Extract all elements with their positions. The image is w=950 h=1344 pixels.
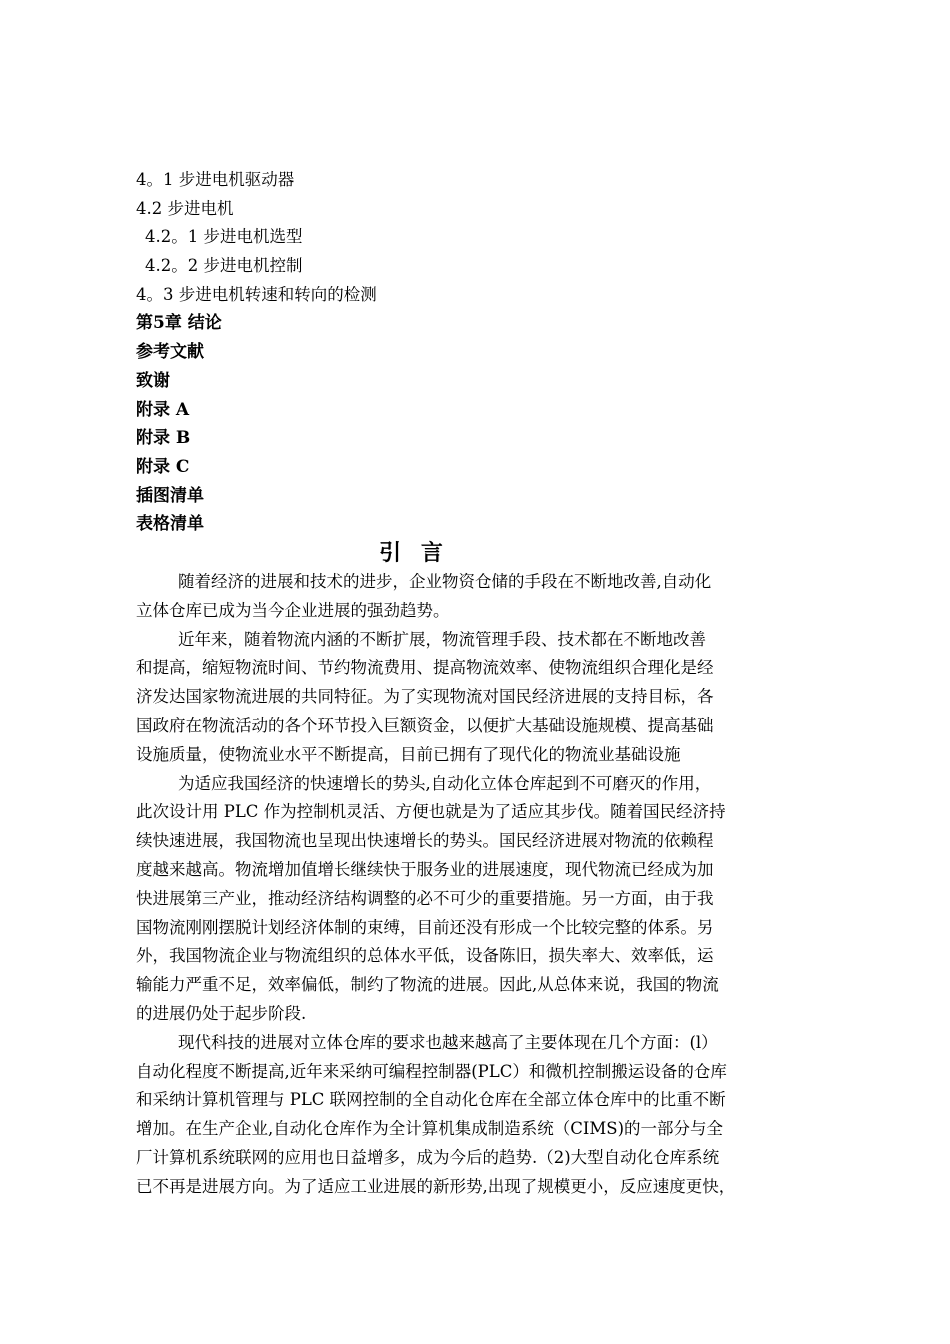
toc-entry: 参考文献 bbox=[136, 342, 204, 363]
toc-entry: 附录 B bbox=[136, 428, 191, 449]
body-paragraph bbox=[136, 626, 822, 770]
paragraph-line: 续快速进展，我国物流也呈现出快速增长的势头。国民经济进展对物流的依赖程 bbox=[136, 831, 714, 851]
toc-entry: 表格清单 bbox=[136, 514, 204, 535]
paragraph-line: 外，我国物流企业与物流组织的总体水平低，设备陈旧，损失率大、效率低，运 bbox=[136, 946, 714, 966]
paragraph-line: 随着经济的进展和技术的进步，企业物资仓储的手段在不断地改善,自动化 bbox=[136, 572, 712, 591]
paragraph-line: 现代科技的进展对立体仓库的要求也越来越高了主要体现在几个方面：(l） bbox=[136, 1032, 718, 1052]
paragraph-line: 国物流刚刚摆脱计划经济体制的束缚，目前还没有形成一个比较完整的体系。另 bbox=[136, 917, 714, 937]
toc-entry: 4。3 步进电机转速和转向的检测 bbox=[136, 284, 377, 304]
section-body bbox=[136, 568, 822, 1202]
paragraph-line: 济发达国家物流进展的共同特征。为了实现物流对国民经济进展的支持目标，各 bbox=[136, 687, 714, 707]
paragraph-line: 厂计算机系统联网的应用也日益增多，成为今后的趋势.（2)大型自动化仓库系统 bbox=[136, 1147, 720, 1167]
paragraph-line: 和提高，缩短物流时间、节约物流费用、提高物流效率、使物流组织合理化是经 bbox=[136, 658, 714, 678]
paragraph-line: 增加。在生产企业,自动化仓库作为全计算机集成制造系统（CIMS)的一部分与全 bbox=[136, 1119, 724, 1139]
toc-entry: 附录 C bbox=[136, 456, 190, 477]
table-of-contents bbox=[136, 166, 836, 539]
paragraph-line: 和采纳计算机管理与 PLC 联网控制的全自动化仓库在全部立体仓库中的比重不断 bbox=[136, 1090, 726, 1110]
toc-entry: 附录 A bbox=[136, 399, 190, 420]
paragraph-line: 度越来越高。物流增加值增长继续快于服务业的进展速度，现代物流已经成为加 bbox=[136, 859, 714, 879]
paragraph-line: 已不再是进展方向。为了适应工业进展的新形势,出现了规模更小，反应速度更快， bbox=[136, 1176, 736, 1196]
paragraph-line: 设施质量，使物流业水平不断提高，目前已拥有了现代化的物流业基础设施 bbox=[136, 744, 681, 764]
toc-entry: 4。1 步进电机驱动器 bbox=[136, 170, 295, 189]
paragraph-line: 输能力严重不足，效率偏低，制约了物流的进展。因此,从总体来说，我国的物流 bbox=[136, 975, 719, 995]
body-paragraph bbox=[136, 770, 822, 1029]
toc-entry: 致谢 bbox=[136, 370, 170, 391]
paragraph-line: 为适应我国经济的快速增长的势头,自动化立体仓库起到不可磨灭的作用， bbox=[136, 773, 712, 793]
toc-entry: 4.2。1 步进电机选型 bbox=[145, 227, 303, 247]
toc-entry: 第5章 结论 bbox=[136, 313, 222, 334]
paragraph-line: 自动化程度不断提高,近年来采纳可编程控制器(PLC）和微机控制搬运设备的仓库 bbox=[136, 1061, 727, 1081]
paragraph-line: 快进展第三产业，推动经济结构调整的必不可少的重要措施。另一方面，由于我 bbox=[136, 888, 714, 908]
toc-entry: 4.2 步进电机 bbox=[136, 198, 234, 218]
section-title: 引 言 bbox=[379, 541, 449, 566]
paragraph-line: 此次设计用 PLC 作为控制机灵活、方便也就是为了适应其步伐。随着国民经济持 bbox=[136, 802, 726, 822]
toc-entry: 4.2。2 步进电机控制 bbox=[145, 256, 303, 276]
paragraph-line: 国政府在物流活动的各个环节投入巨额资金，以便扩大基础设施规模、提高基础 bbox=[136, 715, 714, 735]
paragraph-line: 近年来，随着物流内涵的不断扩展，物流管理手段、技术都在不断地改善 bbox=[136, 629, 706, 649]
paragraph-line: 立体仓库已成为当今企业进展的强劲趋势。 bbox=[136, 600, 450, 620]
toc-entry: 插图清单 bbox=[136, 485, 204, 506]
body-paragraph bbox=[136, 568, 822, 626]
body-paragraph bbox=[136, 1029, 822, 1202]
paragraph-line: 的进展仍处于起步阶段. bbox=[136, 1003, 307, 1023]
